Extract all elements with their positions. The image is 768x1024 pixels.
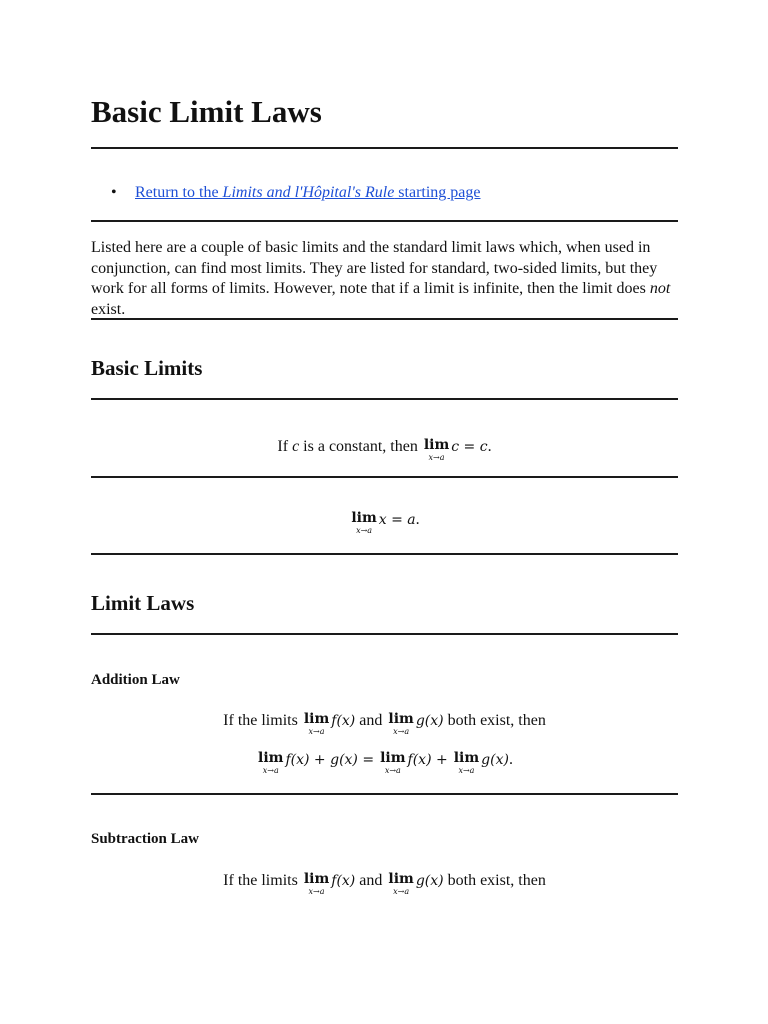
lim-word: lim — [258, 750, 284, 766]
intro-paragraph — [91, 238, 678, 320]
lim-operator — [258, 751, 283, 775]
lim-subscript: x→a — [262, 766, 279, 775]
lim-word: lim — [388, 711, 414, 727]
divider — [91, 633, 678, 635]
lim-word: lim — [423, 437, 450, 453]
addition-formula-line — [91, 750, 678, 775]
condition-prefix: If the limits — [223, 872, 298, 889]
link-suffix: starting page — [394, 184, 481, 201]
lim-subscript: x→a — [458, 766, 475, 775]
constant-mid: is a constant, then — [299, 438, 418, 455]
identity-formula-expr: x = a — [378, 512, 416, 528]
f-expression: f(x) — [331, 713, 356, 729]
condition-and: and — [359, 712, 383, 729]
lim-operator — [388, 712, 413, 736]
lim-subscript: x→a — [384, 766, 401, 775]
divider — [91, 793, 678, 795]
basic-limits-heading: Basic Limits — [91, 356, 203, 380]
condition-and: and — [359, 872, 383, 889]
subtraction-condition-line — [91, 871, 678, 896]
constant-var: c — [292, 438, 300, 455]
divider — [91, 147, 678, 149]
formula-tail: . — [415, 511, 420, 528]
addition-rhs-f: f(x) + — [407, 752, 448, 768]
formula-tail: . — [487, 438, 492, 455]
addition-law-title: Addition Law — [91, 672, 180, 688]
intro-emphasis: not — [649, 280, 671, 297]
lim-word: lim — [380, 750, 406, 766]
constant-formula-expr: c = c — [451, 439, 488, 455]
addition-lhs: f(x) + g(x) = — [285, 752, 375, 768]
subtraction-law-title: Subtraction Law — [91, 831, 199, 847]
lim-operator — [304, 872, 329, 896]
formula-tail: . — [508, 751, 513, 768]
addition-condition-line — [91, 711, 678, 736]
lim-subscript: x→a — [356, 526, 373, 535]
return-to-limits-link[interactable] — [135, 183, 481, 203]
lim-subscript: x→a — [308, 727, 325, 736]
page-title: Basic Limit Laws — [91, 94, 322, 129]
link-prefix: Return to the — [135, 184, 223, 201]
constant-prefix: If — [277, 438, 293, 455]
lim-subscript: x→a — [393, 727, 410, 736]
lim-subscript: x→a — [308, 887, 325, 896]
lim-subscript: x→a — [428, 453, 445, 462]
lim-operator — [304, 712, 329, 736]
limit-laws-heading: Limit Laws — [91, 591, 195, 615]
lim-word: lim — [303, 711, 330, 727]
divider — [91, 220, 678, 222]
divider — [91, 398, 678, 400]
divider — [91, 476, 678, 478]
divider — [91, 553, 678, 555]
lim-word: lim — [351, 510, 377, 526]
f-expression: f(x) — [331, 873, 356, 889]
lim-operator — [388, 872, 413, 896]
condition-suffix: both exist, then — [447, 872, 546, 889]
lim-word: lim — [453, 750, 480, 766]
g-expression: g(x) — [415, 713, 444, 729]
bullet-icon: • — [111, 184, 117, 201]
constant-limit-line — [91, 437, 678, 462]
lim-operator — [380, 751, 405, 775]
lim-word: lim — [303, 871, 330, 887]
lim-operator — [454, 751, 479, 775]
addition-rhs-g: g(x) — [481, 752, 509, 768]
lim-operator — [424, 438, 449, 462]
lim-operator — [351, 511, 376, 535]
link-italic-title: Limits and l'Hôpital's Rule — [222, 184, 395, 201]
identity-limit-line — [91, 510, 678, 535]
lim-subscript: x→a — [393, 887, 410, 896]
lim-word: lim — [388, 871, 414, 887]
g-expression: g(x) — [415, 873, 444, 889]
condition-suffix: both exist, then — [447, 712, 546, 729]
divider — [91, 318, 678, 320]
intro-text-2: exist. — [91, 300, 126, 318]
condition-prefix: If the limits — [223, 712, 298, 729]
intro-text-1: Listed here are a couple of basic limits and the standard limit laws which, when used in conjunction, can find most limits. They are listed for standard, two-sided limits, but they work for all forms of limits. However, note that if a limit is infinite, then the limit does — [91, 239, 658, 297]
